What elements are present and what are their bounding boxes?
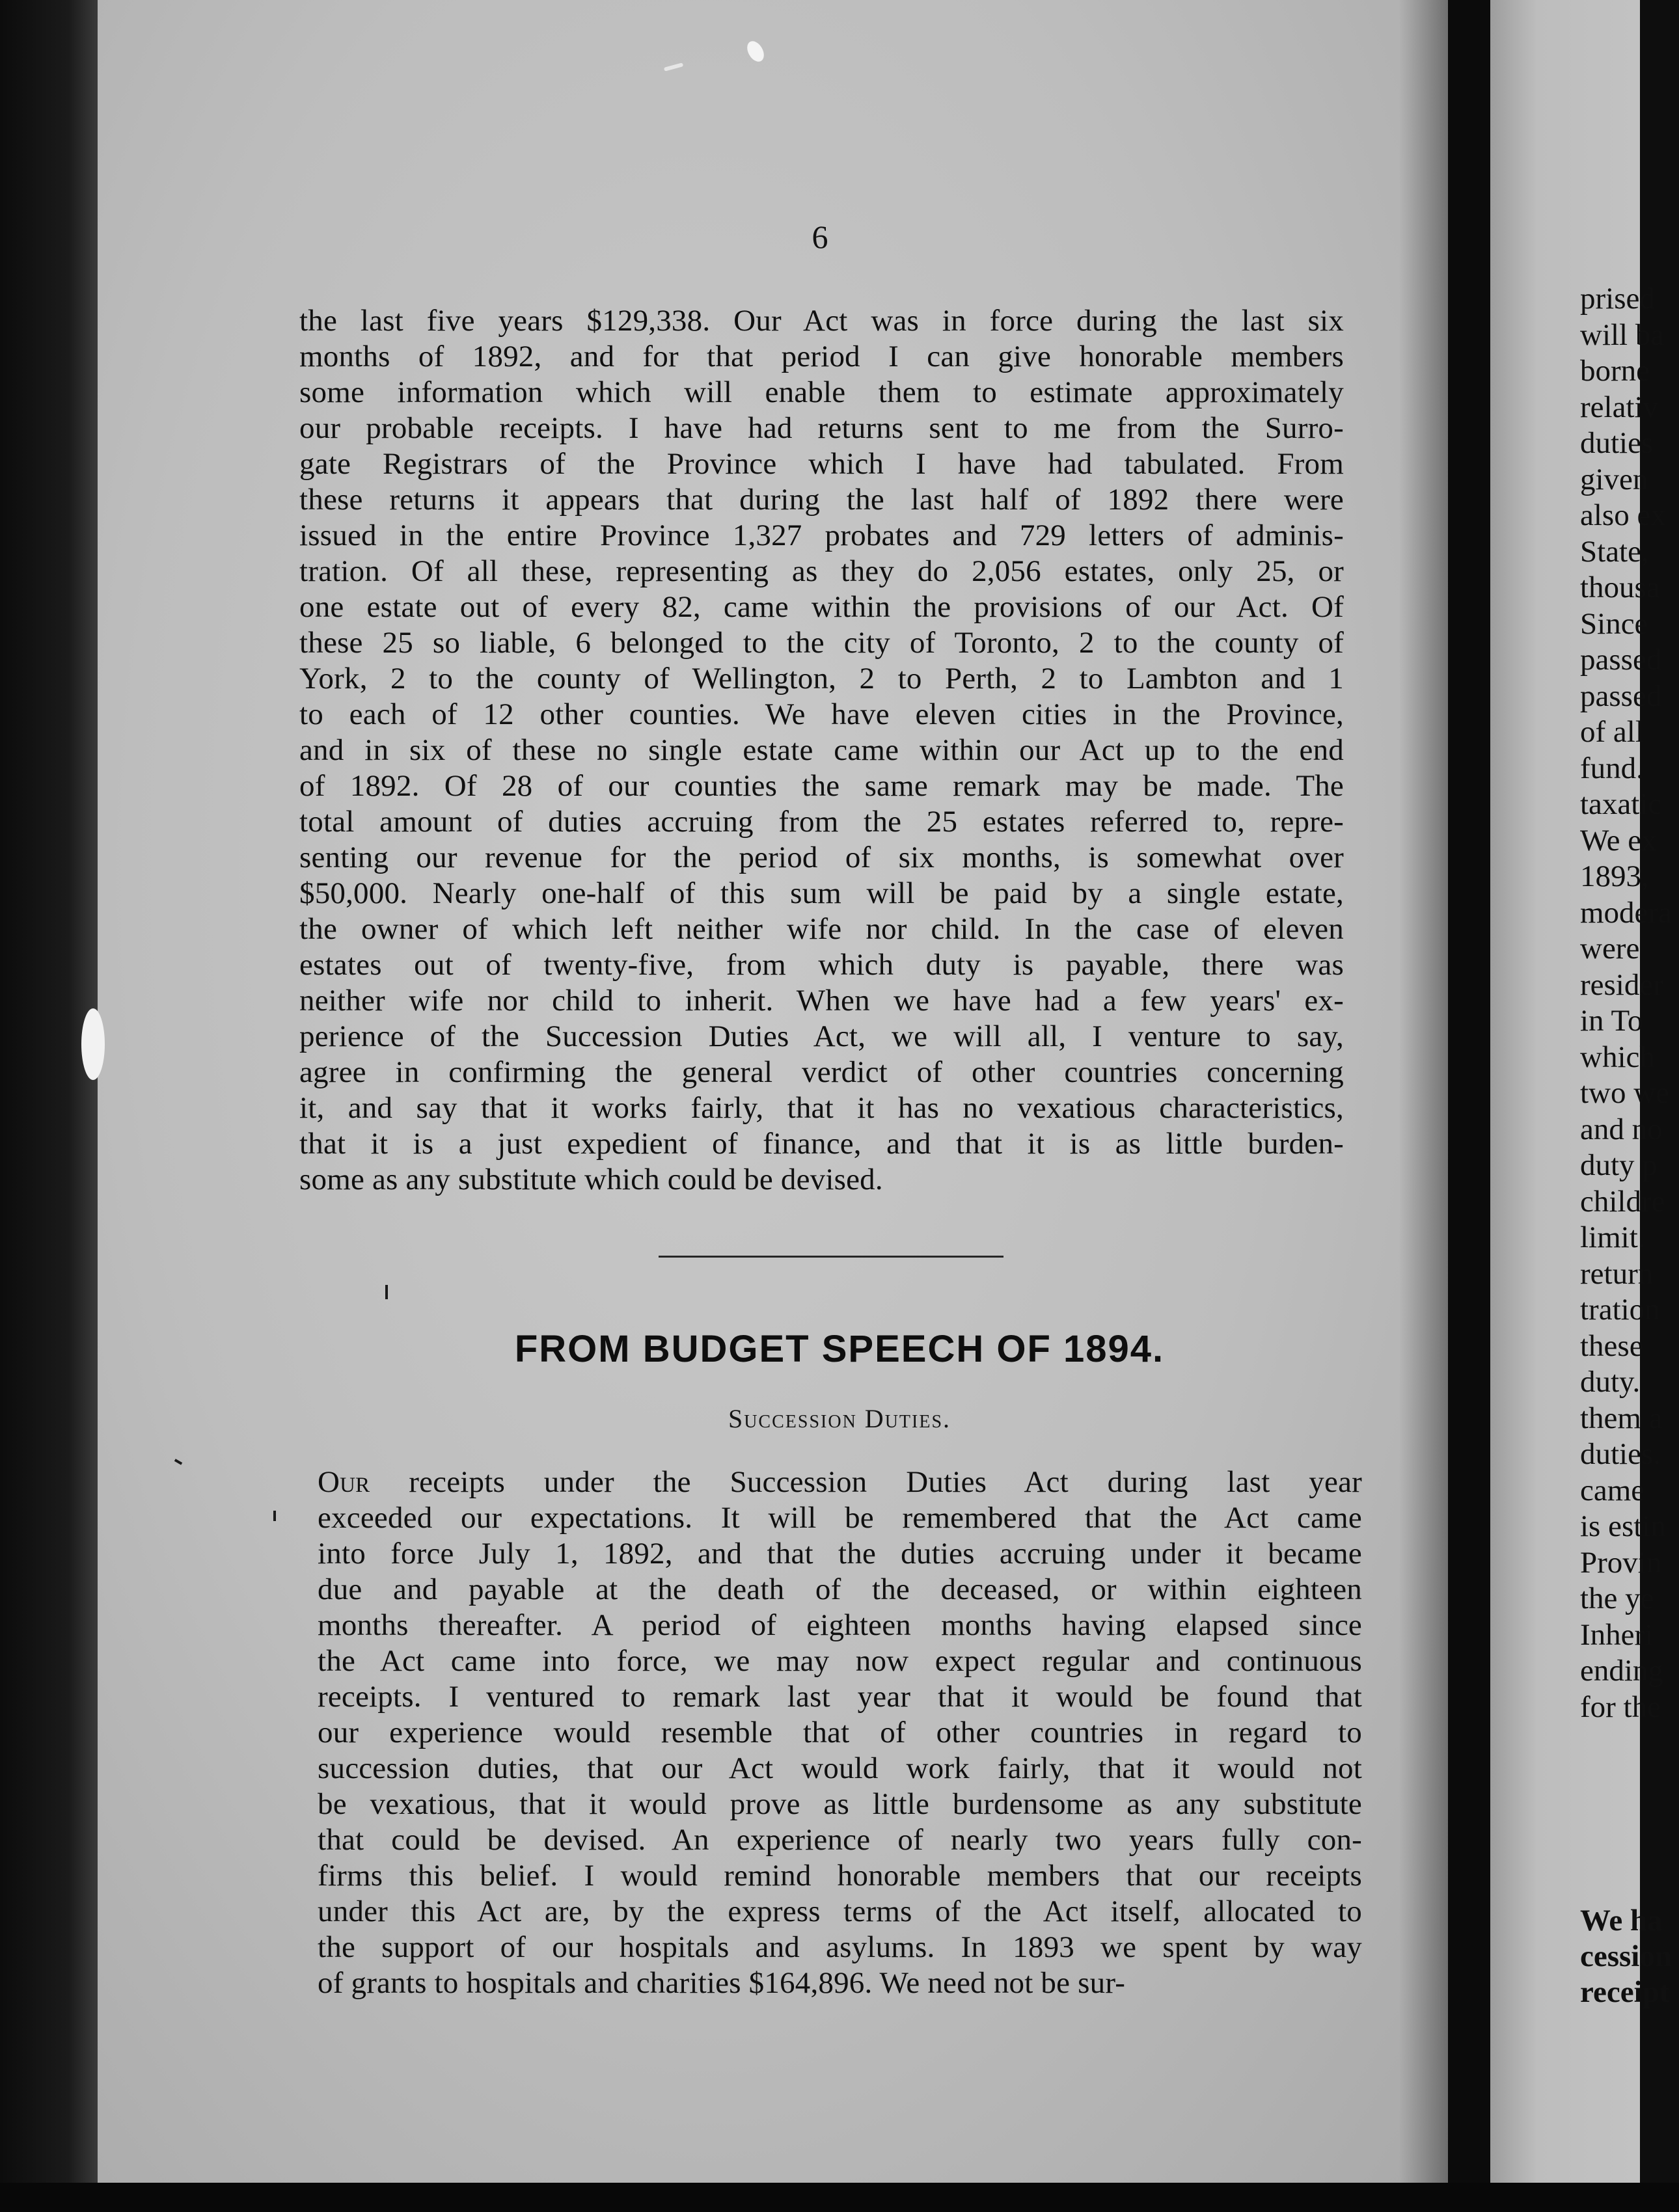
text-line: two we [1580, 1076, 1670, 1110]
text-line: in To [1580, 1004, 1643, 1038]
text-line: $50,000. Nearly one-half of this sum will be paid by a single estate, [299, 876, 1344, 910]
text-line: agree in confirming the general verdict of other countries concerning [299, 1055, 1344, 1089]
text-line: of 1892. Of 28 of our counties the same remark may be made. The [299, 769, 1344, 803]
first-line-text: receipts under the Succession Duties Act during last year [370, 1465, 1362, 1499]
text-line: borne [1580, 354, 1650, 388]
scan-mark [385, 1285, 388, 1299]
text-line: Provin [1580, 1545, 1662, 1580]
text-line: these returns it appears that during the last half of 1892 there were [299, 483, 1344, 517]
text-line: the ye [1580, 1582, 1654, 1615]
text-line: estates out of twenty-five, from which duty is payable, there was [299, 948, 1344, 982]
text-line: total amount of duties accruing from the 25 estates referred to, repre- [299, 805, 1344, 839]
text-line: were [1580, 932, 1640, 965]
text-line: succession duties, that our Act would work fairly, that it would not [318, 1751, 1362, 1785]
text-line: receipts. I ventured to remark last year that it would be found that [318, 1680, 1362, 1714]
text-line: due and payable at the death of the deceased, or within eighteen [318, 1572, 1362, 1606]
text-line: will ba [1580, 317, 1665, 352]
text-line: ending [1580, 1654, 1663, 1688]
text-line: for the [1580, 1690, 1661, 1724]
paragraph-first-line [318, 1464, 1362, 1500]
text-line: senting our revenue for the period of six months, is somewhat over [299, 841, 1344, 874]
text-line: duties. [1580, 1437, 1661, 1471]
text-line: under this Act are, by the express terms of the Act itself, allocated to [318, 1895, 1362, 1928]
text-line: passed [1580, 643, 1662, 677]
text-line: resider [1580, 967, 1663, 1002]
text-line: tration. Of all these, representing as they do 2,056 estates, only 25, or [299, 554, 1344, 588]
text-line: of grants to hospitals and charities $164,896. We need not be sur- [318, 1966, 1126, 2000]
section-subtitle: Succession Duties. [728, 1404, 951, 1433]
text-line: gate Registrars of the Province which I have had tabulated. From [299, 447, 1344, 481]
text-line: also ex [1580, 498, 1666, 532]
facing-page-text [1580, 281, 1671, 1725]
facing-page-text-bottom [1580, 1903, 1671, 2010]
text-line: State, [1580, 534, 1649, 569]
text-line: We ha [1580, 1904, 1663, 1937]
text-line: firms this belief. I would remind honorable members that our receipts [318, 1859, 1362, 1893]
text-line: and in six of these no single estate came within our Act up to the end [299, 733, 1344, 767]
text-line: the support of our hospitals and asylums. In 1893 we spent by way [318, 1930, 1362, 1964]
text-line: prised [1580, 282, 1655, 316]
text-line: tration [1580, 1293, 1660, 1327]
section-divider [659, 1256, 1003, 1258]
scan-speck [81, 1008, 105, 1080]
text-line: into force July 1, 1892, and that the duties accruing under it became [318, 1537, 1362, 1571]
text-line: some information which will enable them to estimate approximately [299, 375, 1344, 409]
text-line: receipt [1580, 1975, 1670, 2009]
text-line: 1893, [1580, 859, 1649, 893]
text-line: them a [1580, 1401, 1663, 1435]
page-curl-shadow [1399, 0, 1448, 2183]
text-line: return [1580, 1256, 1654, 1291]
text-line: these [1580, 1329, 1643, 1363]
text-line: given [1580, 462, 1648, 496]
text-line: duty p [1580, 1148, 1658, 1182]
text-line: to each of 12 other counties. We have eleven cities in the Province, [299, 697, 1344, 731]
text-line: duty. [1580, 1365, 1641, 1399]
text-line: neither wife nor child to inherit. When we have had a few years' ex- [299, 984, 1344, 1018]
text-line: these 25 so liable, 6 belonged to the city of Toronto, 2 to the county of [299, 626, 1344, 660]
text-line: that it is a just expedient of finance, and that it is as little burden- [299, 1127, 1344, 1161]
text-line: the owner of which left neither wife nor child. In the case of eleven [299, 912, 1344, 946]
text-line: childre [1580, 1184, 1665, 1219]
text-line: issued in the entire Province 1,327 probates and 729 letters of adminis- [299, 519, 1344, 552]
page-number: 6 [812, 219, 828, 255]
text-line: our probable receipts. I have had returns sent to me from the Surro- [299, 411, 1344, 445]
text-line: Inheri [1580, 1617, 1654, 1652]
text-line: our experience would resemble that of other countries in regard to [318, 1716, 1362, 1749]
text-line: passed [1580, 679, 1662, 713]
text-line: which [1580, 1040, 1655, 1074]
text-line: months of 1892, and for that period I can give honorable members [299, 340, 1344, 373]
text-line: thousa [1580, 571, 1660, 604]
text-line: the last five years $129,338. Our Act was in force during the last six [299, 304, 1344, 338]
scanner-bottom-edge [0, 2183, 1679, 2212]
text-line: the Act came into force, we may now expect regular and continuous [318, 1644, 1362, 1678]
text-line: cession [1580, 1939, 1672, 1973]
text-line: York, 2 to the county of Wellington, 2 to Perth, 2 to Lambton and 1 [299, 662, 1344, 695]
text-line: Since [1580, 606, 1648, 641]
paragraph-previous-speech [299, 303, 1344, 1198]
text-line: We ex [1580, 823, 1657, 857]
text-line: duties [1580, 426, 1654, 460]
scanner-left-edge [0, 0, 98, 2212]
text-line: limit. [1580, 1221, 1646, 1254]
text-line: of all [1580, 715, 1644, 749]
drop-word: Our [318, 1465, 370, 1499]
scan-mark [273, 1511, 276, 1521]
text-line: months thereafter. A period of eighteen months having elapsed since [318, 1608, 1362, 1642]
text-line: be vexatious, that it would prove as little burdensome as any substitute [318, 1787, 1362, 1821]
text-line: one estate out of every 82, came within the provisions of our Act. Of [299, 590, 1344, 624]
book-gutter [1448, 0, 1490, 2212]
text-line: some as any substitute which could be devised. [299, 1163, 883, 1196]
paragraph-budget-1894 [318, 1464, 1362, 2001]
text-line: and no [1580, 1112, 1663, 1146]
text-line: is estin [1580, 1509, 1666, 1543]
text-line: taxatic [1580, 787, 1662, 821]
text-line: fund. [1580, 751, 1644, 785]
text-line: exceeded our expectations. It will be remembered that the Act came [318, 1501, 1362, 1535]
text-line: that could be devised. An experience of nearly two years fully con- [318, 1823, 1362, 1857]
text-line: came [1580, 1473, 1645, 1507]
text-line: perience of the Succession Duties Act, we will all, I venture to say, [299, 1019, 1344, 1053]
section-title: FROM BUDGET SPEECH OF 1894. [514, 1328, 1165, 1370]
text-line: relativ [1580, 390, 1659, 424]
text-line: modera [1580, 895, 1672, 930]
text-line: it, and say that it works fairly, that it has no vexatious characteristics, [299, 1091, 1344, 1125]
